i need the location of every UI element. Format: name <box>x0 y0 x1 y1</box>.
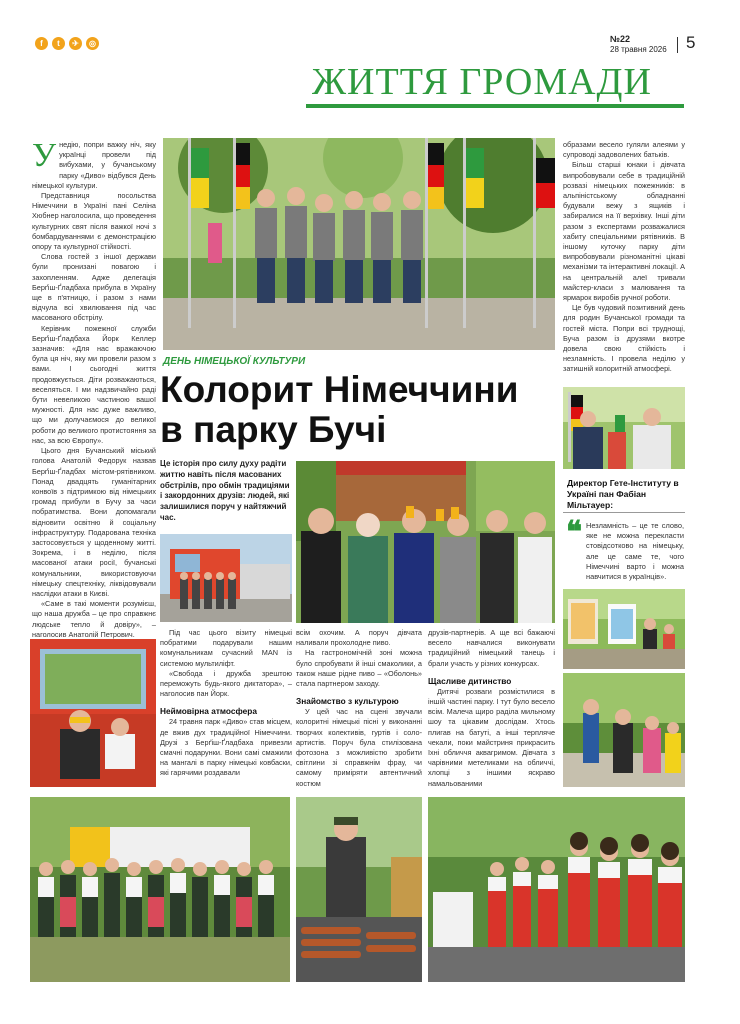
article-column-1 <box>32 137 156 640</box>
photo-children-games <box>563 673 685 787</box>
subheading-atmosphere: Неймовірна атмосфера <box>160 706 257 717</box>
issue-number: №22 <box>610 34 631 44</box>
headline-line-2: в парку Бучі <box>160 409 387 450</box>
page-number: 5 <box>686 33 696 52</box>
facebook-icon[interactable]: f <box>35 37 48 50</box>
article-paragraph: Під час цього візиту німецькі побратими подарували нашим комунальникам сучасний MAN із системою мультиліфт. <box>160 628 292 668</box>
article-column-4 <box>428 628 555 789</box>
subheading-childhood: Щасливе дитинство <box>428 675 512 686</box>
photo-delegation <box>163 138 555 350</box>
article-paragraph: Представниця посольства Німеччини в Україні пані Селіна Хюбнер наголосила, що проведення культурних свят після важкої ночі з бомбардуваннями є демонстрацією опору та культурної стійкості. <box>32 191 156 252</box>
article-paragraph: У цей час на сцені звучали колоритні німецькі пісні у виконанні творчих колективів, гуртів і соло-артистів. Поруч була стилізована фотозона з можливістю зробити світлини зі справжнім фрау, чи самому приміряти автентичний костюм <box>296 707 422 788</box>
article-column-2 <box>160 628 292 779</box>
quote-text: Незламність – це те слово, яке не можна перекласти стовідсотково на німецьку, але це саме те, чого Німеччині варто і можна навчитися в українців». <box>586 521 684 582</box>
quote-divider <box>563 512 685 513</box>
headline-line-1: Колорит Німеччини <box>160 369 519 410</box>
drop-cap: У <box>32 137 57 174</box>
article-paragraph: Цього дня Бучанський міський голова Анатолій Федорук назвав Берґіш-Ґладбах містом-рятівником. Понад двадцять гуманітарних конвоїв з підтримкою від німецьких громад прибули в Бучу за часи побратимства. Вони допомагали відновити освітню й соціальну інфраструктуру. Подарована техніка застосовується у щоденному житті. Зокрема, і в неділю, після масованої атаки росії, бучанські комунальники, використовуючи німецьку спецтехніку, ліквідовували наслідки атаки в Києві. <box>32 446 156 598</box>
article-paragraph: 24 травня парк «Диво» став місцем, де вжив дух традиційної Німеччини. Друзі з Берґіш-Ґладбаха привезли смачні подарунки. Вони самі смажили на мангалі в парку німецькі ковбаски, які гарячими роздавали <box>160 717 292 778</box>
photo-grill-sausages <box>296 797 422 982</box>
article-paragraph: недію, попри важку ніч, яку українці провели під вибухами, у бучанському парку «Диво» відбувся День німецької культури. <box>32 140 156 190</box>
article-paragraph: Більш старші юнаки і дівчата випробовували себе в традиційній розвазі німецьких пожежників: в альпіністському обладнанні будували вежу з ящиків і забиралися на її верхівку. Інші діти разом з експертами розважалися хабиту спеціальними рятівників. В іншому куточку парку діти випробовували різноманітні цікаві механізми та інтерактивні локації. А на центральній алеї тривали майстер-класи з малювання та ярмарок виробів ручної роботи. <box>563 160 685 303</box>
article-paragraph: Дитячі розваги розмістилися в іншій частині парку. І тут було весело всім. Малеча щиро раділа мильному шоу та цікавим дослідам. Хтось плигав на батуті, а інші терпляче чекали, поки майстриня прикрасить їхні обличчя аквагримом. Дівчата з чарівними метеликами на обличчі, хлопці з іншими яскраво намальованими <box>428 686 555 788</box>
photo-fire-truck <box>160 534 292 622</box>
article-headline <box>160 370 540 450</box>
article-paragraph: Слова гостей з іншої держави були пронизані повагою і захопленням. Адже делегація Берґіш-Ґладбаха прибула в Україну ще в п'ятницю, і разом з нами відчула всі хвилювання під час масованого обстрілу. <box>32 252 156 323</box>
issue-info <box>610 34 667 55</box>
quote-mark-icon: ❝ <box>566 516 583 549</box>
article-paragraph: всім охочим. А поруч дівчата наливали прохолодне пиво. <box>296 628 422 648</box>
article-column-3 <box>296 628 422 789</box>
photo-painting-masterclass <box>563 589 685 669</box>
twitter-icon[interactable]: t <box>52 37 65 50</box>
section-title-underline <box>306 104 684 108</box>
photo-traditional-costumes <box>30 797 290 982</box>
article-paragraph: друзів-партнерів. А ще всі бажаючі весело навчалися виконувати традиційний німецький танець і брали участь у різних конкурсах. <box>428 628 555 668</box>
photo-singers-stage <box>428 797 685 982</box>
article-paragraph: образами весело гуляли алеями у супроводі задоволених батьків. <box>563 140 685 160</box>
instagram-icon[interactable]: ◎ <box>86 37 99 50</box>
telegram-icon[interactable]: ✈ <box>69 37 82 50</box>
article-column-5 <box>563 140 685 375</box>
article-kicker: ДЕНЬ НІМЕЦЬКОЇ КУЛЬТУРИ <box>163 356 306 367</box>
article-paragraph: «Саме в такі моменти розумієш, що наша дружба – це про справжнє людське тепло й довіру», – наголосив Анатолій Петрович. <box>32 599 156 639</box>
header-separator <box>677 37 678 53</box>
quote-title: Директор Гете-Інституту в Україні пан Фабіан Мільтауер: <box>567 478 679 510</box>
section-title: ЖИТТЯ ГРОМАДИ <box>312 61 652 103</box>
article-paragraph: Керівник пожежної служби Берґіш-Ґладбаха Йорк Келлер зазначив: «Для нас вражаючою була ця ніч, яку ми провели разом з вами. І сьогодні життя продовжується. Діти розважаються, веселяться. І ми надзвичайно раді бути невеликою частиною вашої мужності. Для нас дуже важливо, що ми долучаємося до великої роботи до великого протистояння за нас, за всю Європу». <box>32 323 156 445</box>
article-lead: Це історія про силу духу радіти життю навіть після масованих обстрілів, про обмін традиціями і закордонних друзів: людей, які залишилися поруч у найтяжчий час. <box>160 459 290 522</box>
article-paragraph: Це був чудовий позитивний день для родин Бучанської громади та гостей міста. Попри всі труднощі, Буча разом із друзями вкотре довела свою стійкість і незламність. І провела неділю у затишній колоритній атмосфері. <box>563 303 685 374</box>
photo-beer-toast <box>296 461 555 623</box>
social-icons <box>35 37 99 50</box>
article-paragraph: «Свобода і дружба зрештою переможуть будь-якого диктатора», – наголосив пан Йорк. <box>160 668 292 699</box>
subheading-culture: Знайомство з культурою <box>296 696 399 707</box>
photo-child-fire-truck <box>30 639 156 787</box>
article-paragraph: На гастрономічній зоні можна було спробувати й інші смаколики, а також наше рідне пиво – «Оболонь» стала партнером заходу. <box>296 648 422 689</box>
photo-goethe-director <box>563 387 685 469</box>
issue-date: 28 травня 2026 <box>610 45 667 54</box>
